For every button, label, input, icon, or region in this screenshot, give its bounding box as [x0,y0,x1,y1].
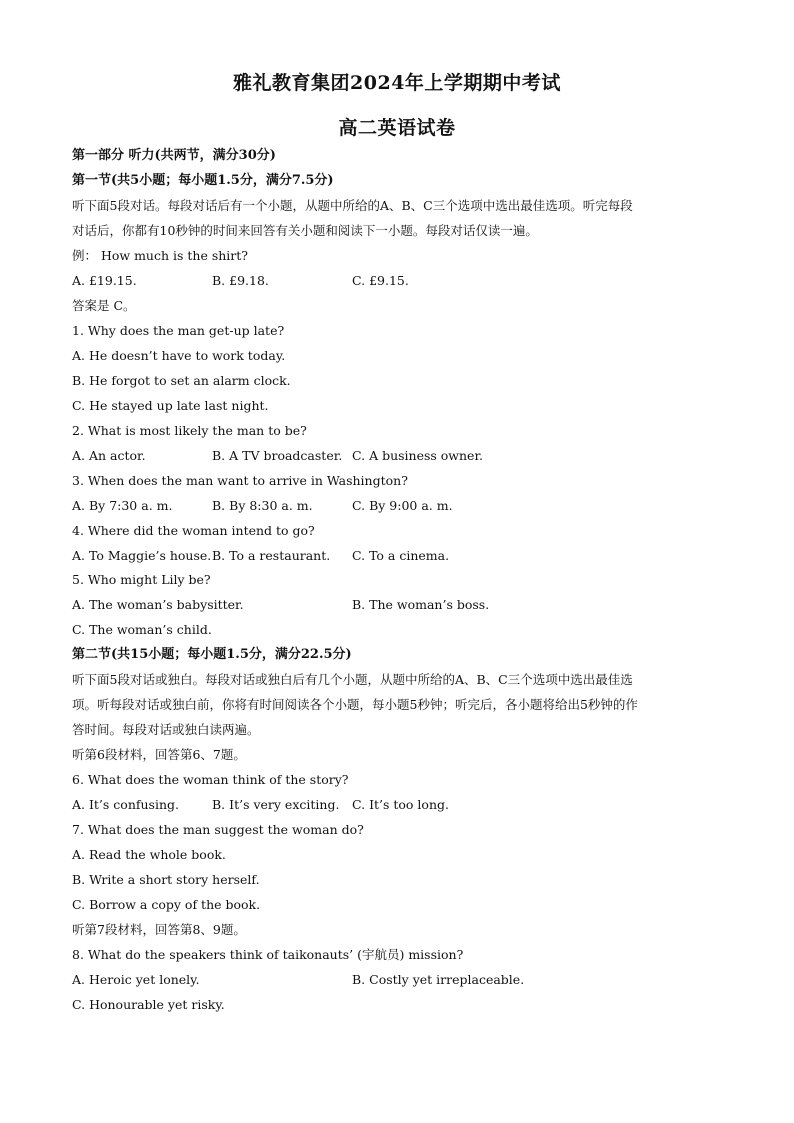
question-8-option-b: B. Costly yet irreplaceable. [352,972,525,987]
question-3-option-c: C. By 9:00 a. m. [352,498,453,513]
question-2-option-a: A. An actor. [72,448,146,463]
section1-heading: 第一节(共5小题；每小题1.5分，满分7.5分) [72,173,334,188]
question-6-option-c: C. It’s too long. [352,797,449,812]
section2-instruction: 听下面5段对话或独白。每段对话或独白后有几个小题，从题中所给的A、B、C三个选项中选出最佳选 [72,672,633,687]
section2-heading: 第二节(共15小题；每小题1.5分，满分22.5分) [72,647,352,662]
question-7-option-a: A. Read the whole book. [72,847,226,862]
question-7-option-c: C. Borrow a copy of the book. [72,897,261,912]
question-2-option-b: B. A TV broadcaster. [212,448,343,463]
question-3-option-a: A. By 7:30 a. m. [72,498,173,513]
question-5-option-c: C. The woman’s child. [72,622,212,637]
question-8-option-a: A. Heroic yet lonely. [72,972,200,987]
question-7: 7. What does the man suggest the woman do? [72,822,364,837]
question-5-option-b: B. The woman’s boss. [352,597,490,612]
question-5: 5. Who might Lily be? [72,572,211,587]
question-2-option-c: C. A business owner. [352,448,484,463]
question-8-option-c: C. Honourable yet risky. [72,997,225,1012]
question-3: 3. When does the man want to arrive in Washington? [72,473,408,488]
question-1-option-c: C. He stayed up late last night. [72,398,269,413]
question-6-option-a: A. It’s confusing. [72,797,179,812]
example-answer: 答案是 C。 [72,298,136,313]
question-3-option-b: B. By 8:30 a. m. [212,498,313,513]
section1-instruction: 对话后，你都有10秒钟的时间来回答有关小题和阅读下一小题。每段对话仅读一遍。 [72,223,538,238]
exam-subtitle: 高二英语试卷 [338,117,456,139]
exam-title: 雅礼教育集团2024年上学期期中考试 [233,72,561,94]
example-option-b: B. £9.18. [212,273,269,288]
question-7-option-b: B. Write a short story herself. [72,872,260,887]
example-option-a: A. £19.15. [72,273,137,288]
example-question: 例： How much is the shirt? [72,248,248,263]
question-5-option-a: A. The woman’s babysitter. [72,597,244,612]
question-1-option-a: A. He doesn’t have to work today. [72,348,286,363]
part1-heading: 第一部分 听力(共两节，满分30分) [72,148,276,163]
section1-instruction: 听下面5段对话。每段对话后有一个小题，从题中所给的A、B、C三个选项中选出最佳选项。听完每段 [72,198,633,213]
material-7-note: 听第7段材料，回答第8、9题。 [72,922,246,937]
section2-instruction: 项。听每段对话或独白前，你将有时间阅读各个小题，每小题5秒钟；听完后，各小题将给出5秒钟的作 [72,697,638,712]
question-2: 2. What is most likely the man to be? [72,423,307,438]
question-4-option-a: A. To Maggie’s house. [72,548,212,563]
question-6-option-b: B. It’s very exciting. [212,797,340,812]
question-4-option-b: B. To a restaurant. [212,548,331,563]
question-8: 8. What do the speakers think of taikonauts’ (宇航员) mission? [72,947,464,962]
section2-instruction: 答时间。每段对话或独白读两遍。 [72,722,260,737]
question-4-option-c: C. To a cinema. [352,548,450,563]
question-4: 4. Where did the woman intend to go? [72,523,315,538]
question-6: 6. What does the woman think of the story? [72,772,349,787]
question-1: 1. Why does the man get-up late? [72,323,285,338]
question-1-option-b: B. He forgot to set an alarm clock. [72,373,291,388]
example-option-c: C. £9.15. [352,273,409,288]
material-6-note: 听第6段材料，回答第6、7题。 [72,747,246,762]
